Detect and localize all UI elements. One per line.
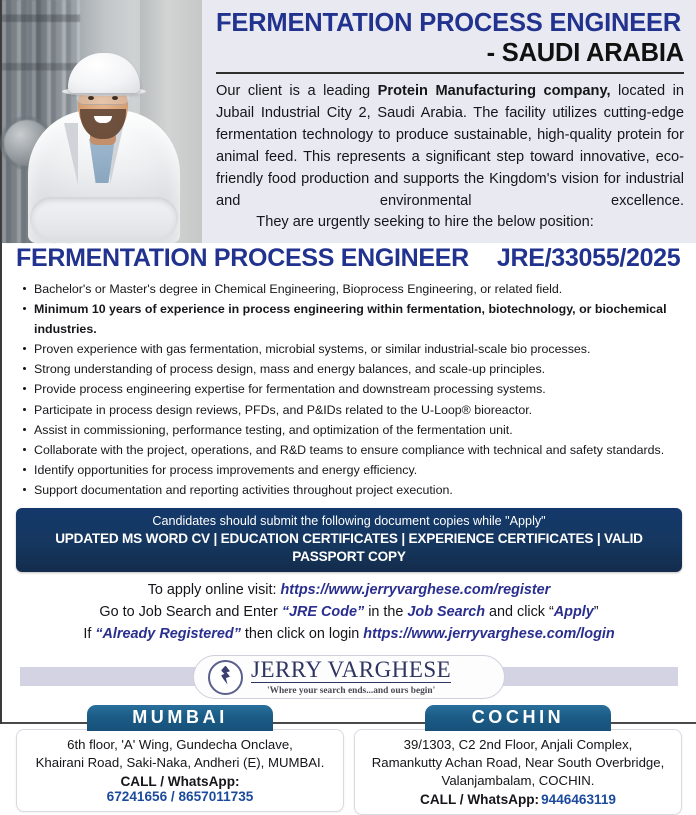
office-address-line: Valanjambalam, COCHIN. bbox=[441, 772, 595, 788]
requirement-item: Proven experience with gas fermentation, microbial systems, or similar industrial-scale bio processes. bbox=[22, 339, 686, 359]
logo-band bbox=[2, 655, 696, 699]
apply-if-label: If bbox=[83, 626, 96, 643]
header-text-block bbox=[202, 0, 696, 243]
register-url-link[interactable]: https://www.jerryvarghese.com/register bbox=[280, 582, 551, 599]
call-whatsapp-label: CALL / WhatsApp: bbox=[120, 773, 240, 789]
folded-arms bbox=[30, 197, 178, 239]
office-address-line: Khairani Road, Saki-Naka, Andheri (E), MUMBAI. bbox=[35, 755, 325, 770]
office-details bbox=[354, 729, 682, 815]
ad-title-main: FERMENTATION PROCESS ENGINEER bbox=[216, 9, 682, 37]
eye-left bbox=[88, 96, 94, 100]
title-divider bbox=[216, 72, 684, 74]
client-company-label: Protein Manufacturing company, bbox=[377, 83, 611, 100]
apply-login-label: then click on login bbox=[240, 626, 364, 643]
logo-text-wrap bbox=[251, 658, 451, 696]
requirement-item: Provide process engineering expertise for fermentation and downstream processing systems. bbox=[22, 379, 686, 399]
documents-banner-list: UPDATED MS WORD CV | EDUCATION CERTIFICATES | EXPERIENCE CERTIFICATES | VALID PASSPORT COPY bbox=[55, 531, 643, 564]
requirement-item: Assist in commissioning, performance testing, and optimization of the fermentation unit. bbox=[22, 420, 686, 440]
logo-tagline: 'Where your search ends...and ours begin' bbox=[266, 686, 436, 697]
office-address-line: 6th floor, 'A' Wing, Gundecha Onclave, bbox=[67, 737, 293, 753]
requirement-item: Support documentation and reporting activities throughout project execution. bbox=[22, 480, 686, 500]
office-contact-row bbox=[361, 792, 675, 807]
office-address-line: 39/1303, C2 2nd Floor, Anjali Complex, bbox=[403, 737, 633, 753]
requirement-item: Strong understanding of process design, mass and energy balances, and scale-up principles. bbox=[22, 359, 686, 379]
apply-click-label: and click “ bbox=[485, 604, 554, 621]
company-logo bbox=[193, 655, 505, 699]
office-city-pill: MUMBAI bbox=[87, 705, 273, 731]
apply-jobsearch-label: Go to Job Search and Enter bbox=[99, 604, 282, 621]
office-phone-number[interactable]: 67241656 / 8657011735 bbox=[106, 788, 254, 804]
leaf-emblem-icon bbox=[208, 660, 243, 695]
intro-tail: They are urgently seeking to hire the below position: bbox=[216, 214, 594, 231]
office-details bbox=[16, 729, 344, 812]
apply-line-3 bbox=[2, 624, 696, 646]
requirement-item: Participate in process design reviews, PFDs, and P&IDs related to the U-Loop® bioreactor. bbox=[22, 400, 686, 420]
apply-line-1 bbox=[2, 580, 696, 602]
coat-lapel-left bbox=[64, 123, 78, 185]
job-reference-code: JRE/33055/2025 bbox=[496, 244, 681, 272]
requirements-list bbox=[2, 279, 696, 500]
apply-quote-close: ” bbox=[593, 604, 599, 621]
engineer-photo bbox=[2, 0, 202, 243]
job-title-bar bbox=[2, 243, 696, 275]
ad-title-country: - SAUDI ARABIA bbox=[486, 39, 684, 68]
intro-part-2: located in Jubail Industrial City 2, Saudi Arabia. The facility utilizes cutting-edge fermentation technology to produce sustainable, high-quality protein for animal feed. This represents a significant step toward innovative, eco-friendly food production and supports the Kingdom's vision for industrial and environmental excellence. bbox=[216, 83, 684, 209]
ad-header bbox=[2, 0, 696, 243]
job-position-title: FERMENTATION PROCESS ENGINEER bbox=[16, 244, 469, 272]
login-url-link[interactable]: https://www.jerryvarghese.com/login bbox=[363, 626, 615, 643]
jre-code-token: “JRE Code” bbox=[281, 604, 365, 621]
apply-inthe-label: in the bbox=[364, 604, 408, 621]
requirement-item: Bachelor's or Master's degree in Chemical Engineering, Bioprocess Engineering, or related field. bbox=[22, 279, 686, 299]
documents-banner bbox=[16, 508, 682, 572]
job-search-token: Job Search bbox=[407, 604, 485, 621]
office-city-pill: COCHIN bbox=[425, 705, 611, 731]
requirement-item: Collaborate with the project, operations, and R&D teams to ensure compliance with technical and safety standards. bbox=[22, 440, 686, 460]
apply-line-2 bbox=[2, 602, 696, 624]
logo-company-name: JERRY VARGHESE bbox=[251, 657, 452, 683]
eye-right bbox=[112, 96, 118, 100]
requirement-item: Minimum 10 years of experience in process engineering within fermentation, biotechnology, or biochemical industries. bbox=[22, 299, 686, 339]
office-phone-number[interactable]: 9446463119 bbox=[541, 791, 616, 807]
apply-token: Apply bbox=[553, 604, 594, 621]
documents-banner-subtitle: Candidates should submit the following document copies while "Apply" bbox=[152, 514, 546, 529]
intro-part-1: Our client is a leading bbox=[216, 83, 378, 100]
apply-instructions bbox=[2, 580, 696, 646]
already-registered-token: “Already Registered” bbox=[95, 626, 241, 643]
intro-paragraph bbox=[216, 81, 684, 234]
office-address-line: Ramankutty Achan Road, Near South Overbridge, bbox=[371, 755, 665, 770]
call-whatsapp-label: CALL / WhatsApp: bbox=[420, 791, 540, 807]
office-contacts bbox=[2, 699, 696, 815]
apply-visit-label: To apply online visit: bbox=[147, 582, 281, 599]
requirement-item: Identify opportunities for process improvements and energy efficiency. bbox=[22, 460, 686, 480]
